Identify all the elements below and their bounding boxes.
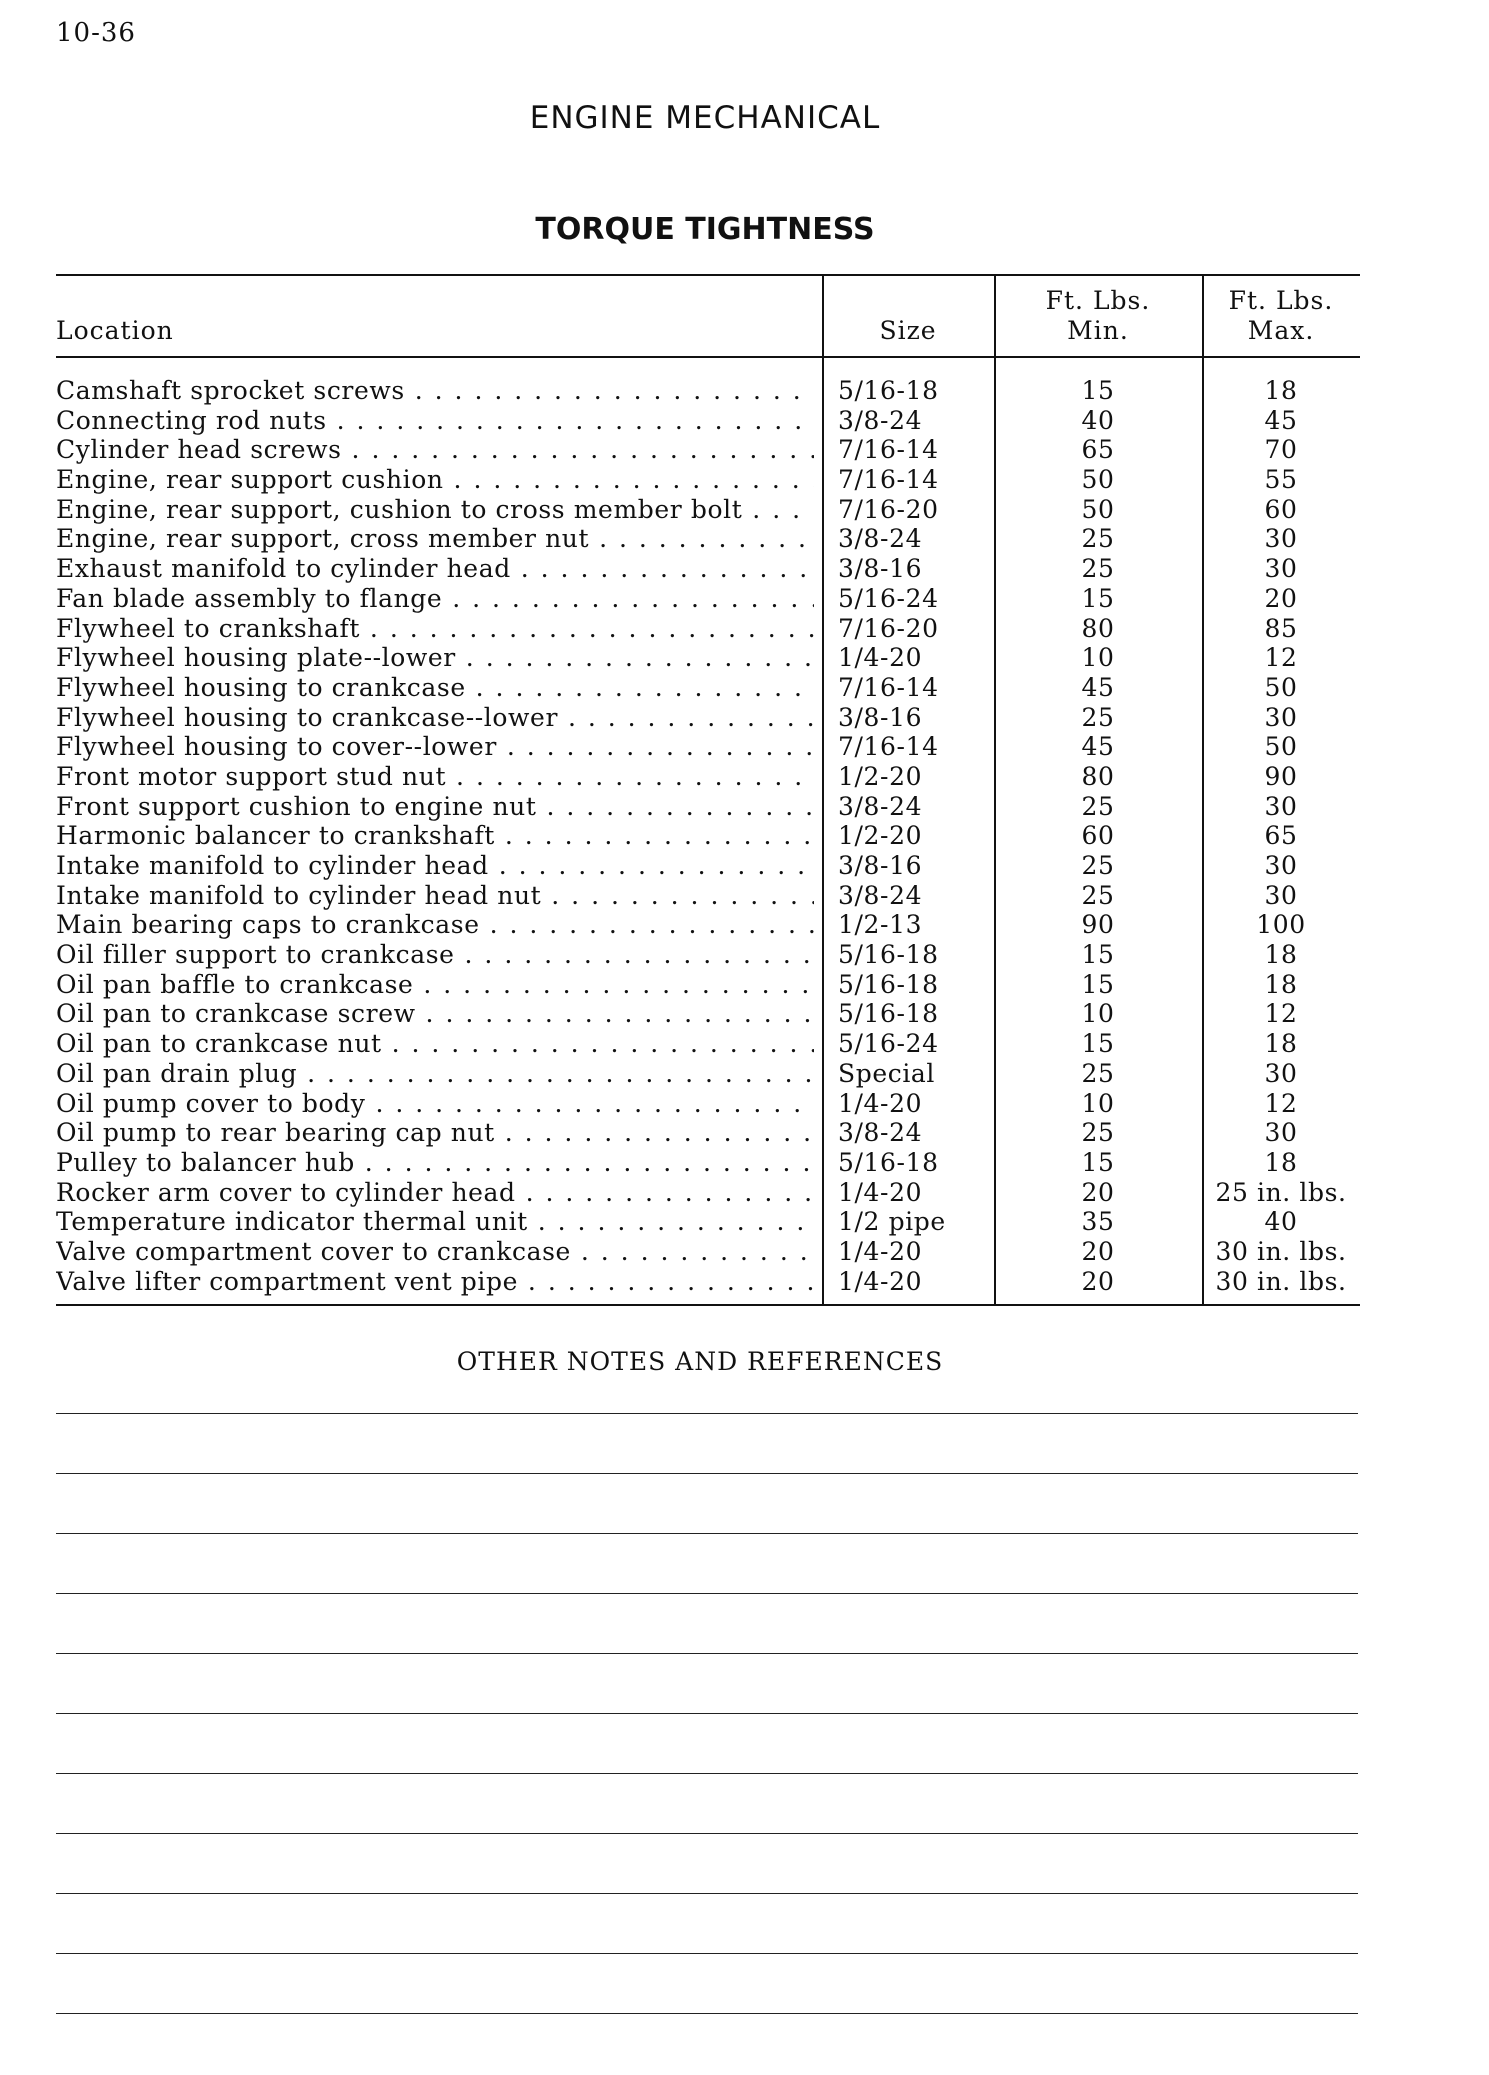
cell-max: 90 — [1264, 761, 1298, 791]
cell-min: 50 — [1081, 465, 1115, 495]
cell-location: Harmonic balancer to crankshaft . . . — [56, 821, 814, 851]
cell-min: 50 — [1081, 494, 1115, 524]
cell-location: Temperature indicator thermal unit . . . — [56, 1207, 814, 1237]
note-line — [56, 1953, 1358, 1954]
cell-max: 85 — [1264, 613, 1298, 643]
header-max-unit: Ft. Lbs. — [1228, 286, 1334, 315]
table-row — [56, 584, 1360, 614]
cell-location: Rocker arm cover to cylinder head . . . — [56, 1178, 814, 1208]
cell-min: 15 — [1081, 969, 1115, 999]
cell-max: 18 — [1264, 969, 1298, 999]
cell-location: Oil pan baffle to crankcase . . . — [56, 970, 814, 1000]
cell-location: Oil pump cover to body . . . — [56, 1089, 814, 1119]
note-line — [56, 1653, 1358, 1654]
cell-min: 40 — [1081, 405, 1115, 435]
table-header — [56, 276, 1360, 358]
cell-min: 25 — [1081, 880, 1115, 910]
cell-min: 25 — [1081, 1118, 1115, 1148]
header-min — [994, 286, 1202, 346]
cell-location: Flywheel housing to crankcase . . . — [56, 673, 814, 703]
cell-size: 1/2 pipe — [838, 1207, 946, 1237]
notes-title: OTHER NOTES AND REFERENCES — [456, 1347, 944, 1376]
cell-size: 1/2-20 — [838, 821, 923, 851]
cell-min: 10 — [1081, 999, 1115, 1029]
cell-size: 1/4-20 — [838, 643, 923, 673]
cell-location: Engine, rear support, cross member nut . . . — [56, 524, 814, 554]
table-row — [56, 1267, 1360, 1297]
cell-max: 30 in. lbs. — [1215, 1266, 1347, 1296]
cell-min: 15 — [1081, 1147, 1115, 1177]
note-line — [56, 1713, 1358, 1714]
cell-max: 70 — [1264, 435, 1298, 465]
cell-location: Oil pan to crankcase screw . . . — [56, 999, 814, 1029]
table-row — [56, 999, 1360, 1029]
table-row — [56, 1207, 1360, 1237]
table-body — [56, 358, 1360, 1304]
table-row — [56, 376, 1360, 406]
cell-min: 15 — [1081, 376, 1115, 405]
table-row — [56, 1059, 1360, 1089]
cell-size: 1/4-20 — [838, 1088, 923, 1118]
cell-max: 18 — [1264, 940, 1298, 970]
cell-location: Oil pump to rear bearing cap nut . . . — [56, 1118, 814, 1148]
cell-max: 30 in. lbs. — [1215, 1236, 1347, 1266]
table-row — [56, 881, 1360, 911]
cell-max: 12 — [1264, 1088, 1298, 1118]
cell-size: 5/16-18 — [838, 376, 939, 405]
table-row — [56, 643, 1360, 673]
cell-size: 3/8-24 — [838, 1118, 923, 1148]
table-row — [56, 703, 1360, 733]
table-row — [56, 1148, 1360, 1178]
cell-max: 45 — [1264, 405, 1298, 435]
cell-size: 7/16-14 — [838, 732, 939, 762]
page-number: 10-36 — [56, 18, 136, 48]
cell-size: 3/8-24 — [838, 524, 923, 554]
cell-size: 5/16-24 — [838, 1029, 939, 1059]
cell-max: 12 — [1264, 643, 1298, 673]
cell-size: 7/16-20 — [838, 494, 939, 524]
cell-max: 55 — [1264, 465, 1298, 495]
cell-size: 5/16-18 — [838, 999, 939, 1029]
cell-max: 50 — [1264, 672, 1298, 702]
cell-size: 1/4-20 — [838, 1266, 923, 1296]
cell-location: Engine, rear support, cushion to cross member bolt . . . — [56, 495, 814, 525]
cell-size: 1/2-13 — [838, 910, 923, 940]
cell-size: 1/4-20 — [838, 1236, 923, 1266]
cell-size: 7/16-20 — [838, 613, 939, 643]
cell-size: 5/16-24 — [838, 583, 939, 613]
cell-min: 60 — [1081, 821, 1115, 851]
cell-max: 20 — [1264, 583, 1298, 613]
table-row — [56, 1237, 1360, 1267]
cell-size: 3/8-24 — [838, 791, 923, 821]
cell-size: 7/16-14 — [838, 435, 939, 465]
header-max-label: Max. — [1247, 316, 1315, 345]
header-min-label: Min. — [1067, 316, 1129, 345]
torque-table — [56, 274, 1360, 1306]
cell-location: Oil pan drain plug . . . — [56, 1059, 814, 1089]
table-row — [56, 940, 1360, 970]
table-row — [56, 495, 1360, 525]
cell-min: 25 — [1081, 554, 1115, 584]
table-row — [56, 406, 1360, 436]
cell-location: Front motor support stud nut . . . — [56, 762, 814, 792]
cell-location: Main bearing caps to crankcase . . . — [56, 910, 814, 940]
cell-size: 3/8-16 — [838, 702, 923, 732]
note-line — [56, 1593, 1358, 1594]
cell-location: Flywheel housing to crankcase--lower . . . — [56, 703, 814, 733]
cell-location: Pulley to balancer hub . . . — [56, 1148, 814, 1178]
note-line — [56, 1413, 1358, 1414]
cell-size: 5/16-18 — [838, 969, 939, 999]
note-line — [56, 1473, 1358, 1474]
cell-location: Camshaft sprocket screws . . . — [56, 376, 814, 406]
cell-min: 90 — [1081, 910, 1115, 940]
cell-min: 65 — [1081, 435, 1115, 465]
cell-max: 30 — [1264, 880, 1298, 910]
cell-size: 5/16-18 — [838, 940, 939, 970]
section-title: ENGINE MECHANICAL — [529, 100, 881, 136]
note-line — [56, 1533, 1358, 1534]
cell-min: 20 — [1081, 1236, 1115, 1266]
cell-min: 25 — [1081, 1058, 1115, 1088]
table-row — [56, 1029, 1360, 1059]
cell-max: 18 — [1264, 1147, 1298, 1177]
header-location: Location — [56, 316, 174, 345]
cell-max: 30 — [1264, 1058, 1298, 1088]
cell-location: Connecting rod nuts . . . — [56, 406, 814, 436]
note-line — [56, 1893, 1358, 1894]
cell-max: 30 — [1264, 702, 1298, 732]
cell-max: 50 — [1264, 732, 1298, 762]
note-line — [56, 1833, 1358, 1834]
cell-location: Fan blade assembly to flange . . . — [56, 584, 814, 614]
cell-max: 30 — [1264, 1118, 1298, 1148]
table-row — [56, 910, 1360, 940]
cell-location: Front support cushion to engine nut . . . — [56, 792, 814, 822]
cell-location: Oil filler support to crankcase . . . — [56, 940, 814, 970]
note-line — [56, 1773, 1358, 1774]
cell-max: 18 — [1264, 1029, 1298, 1059]
cell-min: 15 — [1081, 583, 1115, 613]
cell-max: 100 — [1256, 910, 1306, 940]
cell-location: Exhaust manifold to cylinder head . . . — [56, 554, 814, 584]
cell-max: 12 — [1264, 999, 1298, 1029]
table-row — [56, 673, 1360, 703]
cell-size: 3/8-24 — [838, 405, 923, 435]
cell-min: 20 — [1081, 1266, 1115, 1296]
header-min-unit: Ft. Lbs. — [1045, 286, 1151, 315]
cell-location: Cylinder head screws . . . — [56, 435, 814, 465]
cell-min: 10 — [1081, 643, 1115, 673]
cell-location: Valve lifter compartment vent pipe . . . — [56, 1267, 814, 1297]
table-row — [56, 465, 1360, 495]
cell-max: 30 — [1264, 791, 1298, 821]
cell-max: 30 — [1264, 851, 1298, 880]
table-row — [56, 851, 1360, 881]
cell-location: Flywheel to crankshaft . . . — [56, 614, 814, 644]
cell-size: 7/16-14 — [838, 465, 939, 495]
cell-size: 1/4-20 — [838, 1177, 923, 1207]
cell-min: 45 — [1081, 672, 1115, 702]
cell-location: Intake manifold to cylinder head nut . . . — [56, 881, 814, 911]
cell-size: 5/16-18 — [838, 1147, 939, 1177]
cell-max: 30 — [1264, 524, 1298, 554]
cell-min: 80 — [1081, 761, 1115, 791]
table-row — [56, 614, 1360, 644]
note-line — [56, 2013, 1358, 2014]
cell-location: Engine, rear support cushion . . . — [56, 465, 814, 495]
cell-min: 20 — [1081, 1177, 1115, 1207]
cell-max: 18 — [1264, 376, 1298, 405]
table-row — [56, 524, 1360, 554]
cell-min: 25 — [1081, 851, 1115, 880]
table-row — [56, 970, 1360, 1000]
cell-min: 10 — [1081, 1088, 1115, 1118]
cell-location: Oil pan to crankcase nut . . . — [56, 1029, 814, 1059]
cell-max: 65 — [1264, 821, 1298, 851]
table-row — [56, 732, 1360, 762]
cell-location: Intake manifold to cylinder head . . . — [56, 851, 814, 881]
cell-min: 15 — [1081, 940, 1115, 970]
cell-max: 60 — [1264, 494, 1298, 524]
cell-size: 3/8-16 — [838, 851, 923, 880]
cell-size: 7/16-14 — [838, 672, 939, 702]
table-row — [56, 1089, 1360, 1119]
cell-min: 45 — [1081, 732, 1115, 762]
cell-min: 25 — [1081, 791, 1115, 821]
header-size: Size — [879, 316, 937, 345]
table-row — [56, 554, 1360, 584]
cell-max: 40 — [1264, 1207, 1298, 1237]
cell-location: Valve compartment cover to crankcase . . . — [56, 1237, 814, 1267]
cell-location: Flywheel housing plate--lower . . . — [56, 643, 814, 673]
cell-min: 35 — [1081, 1207, 1115, 1237]
table-row — [56, 1178, 1360, 1208]
cell-location: Flywheel housing to cover--lower . . . — [56, 732, 814, 762]
cell-size: 1/2-20 — [838, 761, 923, 791]
table-row — [56, 762, 1360, 792]
table-row — [56, 435, 1360, 465]
table-row — [56, 821, 1360, 851]
cell-max: 30 — [1264, 554, 1298, 584]
cell-size: Special — [838, 1058, 936, 1088]
cell-min: 25 — [1081, 524, 1115, 554]
cell-size: 3/8-16 — [838, 554, 923, 584]
table-row — [56, 792, 1360, 822]
cell-min: 15 — [1081, 1029, 1115, 1059]
cell-min: 25 — [1081, 702, 1115, 732]
cell-max: 25 in. lbs. — [1215, 1177, 1347, 1207]
header-max — [1202, 286, 1360, 346]
cell-size: 3/8-24 — [838, 880, 923, 910]
table-row — [56, 1118, 1360, 1148]
table-title: TORQUE TIGHTNESS — [535, 212, 875, 247]
cell-min: 80 — [1081, 613, 1115, 643]
